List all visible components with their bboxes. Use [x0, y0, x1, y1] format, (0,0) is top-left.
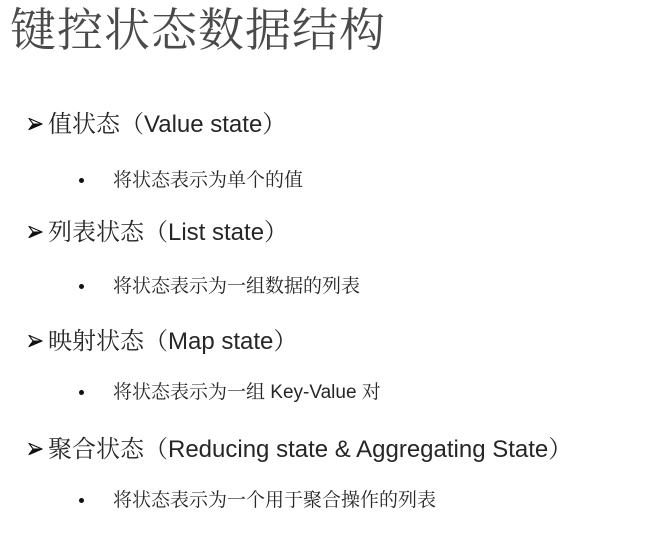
bullet-item-map-state [28, 327, 297, 357]
bullet-item-aggregating-state [28, 435, 572, 465]
bullet-item-label: 值状态（Value state） [48, 111, 287, 138]
page-title: 键控状态数据结构 [10, 4, 386, 56]
dot-bullet-icon [79, 498, 84, 503]
arrowhead-bullet-icon [28, 225, 43, 239]
sub-bullet-item [79, 168, 303, 194]
arrowhead-bullet-icon [28, 442, 43, 456]
sub-bullet-label: 将状态表示为一组 Key-Value 对 [113, 382, 381, 403]
sub-bullet-label: 将状态表示为一个用于聚合操作的列表 [113, 490, 437, 511]
arrowhead-bullet-icon [28, 117, 43, 131]
bullet-item-value-state [28, 110, 286, 140]
sub-bullet-item [79, 380, 381, 406]
dot-bullet-icon [79, 178, 84, 183]
dot-bullet-icon [79, 284, 84, 289]
bullet-item-list-state [28, 218, 288, 248]
arrowhead-bullet-icon [28, 334, 43, 348]
bullet-item-label: 聚合状态（Reducing state & Aggregating State） [48, 436, 573, 463]
sub-bullet-label: 将状态表示为单个的值 [113, 170, 304, 191]
dot-bullet-icon [79, 390, 84, 395]
bullet-item-label: 列表状态（List state） [48, 219, 289, 246]
sub-bullet-item [79, 274, 360, 300]
sub-bullet-item [79, 488, 436, 514]
sub-bullet-label: 将状态表示为一组数据的列表 [113, 276, 361, 297]
bullet-item-label: 映射状态（Map state） [48, 328, 298, 355]
